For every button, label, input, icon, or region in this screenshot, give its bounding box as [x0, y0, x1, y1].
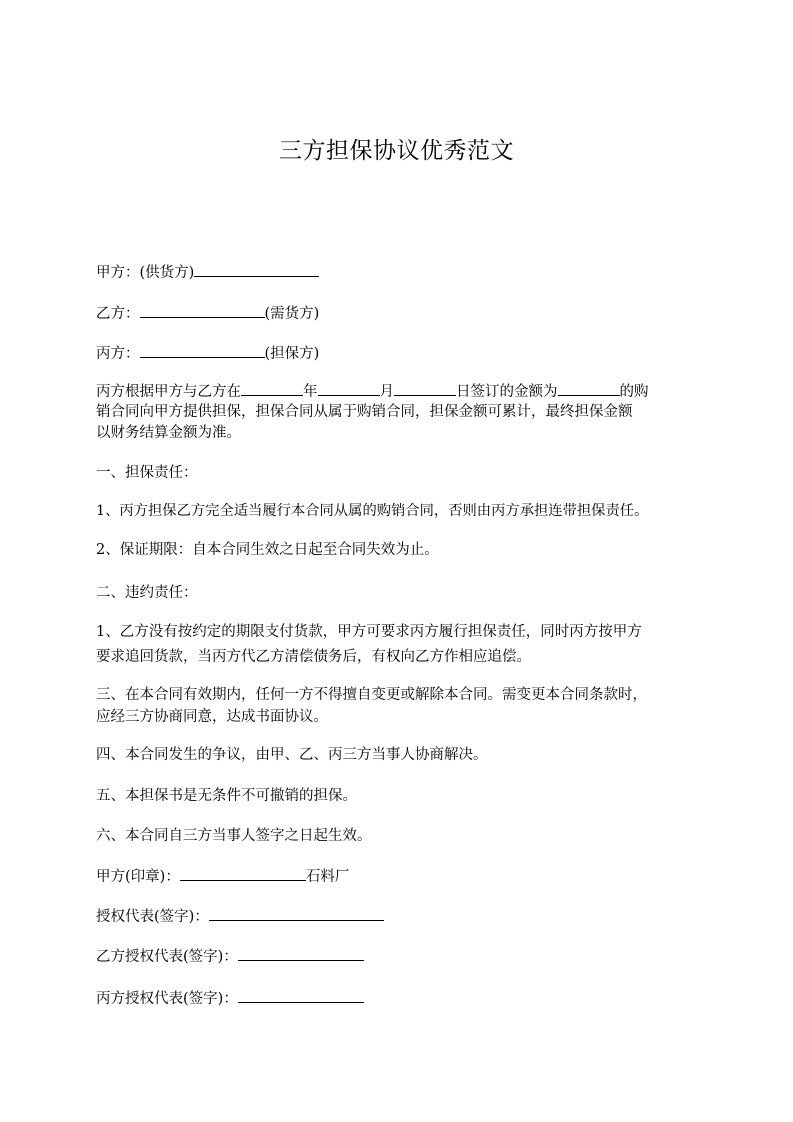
party-c-rep-line	[96, 988, 698, 1010]
section2-item1-line2: 要求追回货款，当丙方代乙方清偿债务后，有权向乙方作相应追偿。	[96, 649, 531, 665]
section4: 四、本合同发生的争议，由甲、乙、丙三方当事人协商解决。	[96, 747, 488, 763]
party-b-role: (需货方)	[264, 306, 320, 322]
party-a-blank	[194, 262, 319, 277]
intro-seg5: 的购	[619, 384, 649, 400]
intro-line-1	[96, 381, 698, 403]
party-c-line	[96, 343, 698, 365]
intro-seg4: 日签订的金额为	[456, 384, 558, 400]
party-a-seal-blank	[180, 866, 306, 881]
party-a-name: 石料厂	[305, 869, 350, 885]
document-title: 三方担保协议优秀范文	[279, 138, 514, 164]
section6: 六、本合同自三方当事人签字之日起生效。	[96, 828, 372, 844]
section1-heading: 一、担保责任：	[96, 465, 198, 481]
intro-line-3: 以财务结算金额为准。	[96, 425, 241, 441]
party-c-role: (担保方)	[264, 346, 320, 362]
party-c-rep-label: 丙方授权代表(签字)：	[96, 991, 238, 1007]
intro-seg1: 丙方根据甲方与乙方在	[96, 384, 241, 400]
authorized-rep-blank	[209, 906, 384, 921]
section5: 五、本担保书是无条件不可撤销的担保。	[96, 788, 357, 804]
intro-seg3: 月	[379, 384, 394, 400]
party-b-rep-label: 乙方授权代表(签字)：	[96, 949, 238, 965]
month-blank	[318, 381, 380, 396]
section2-heading: 二、违约责任：	[96, 585, 198, 601]
party-b-rep-line	[96, 946, 698, 968]
party-b-blank	[140, 303, 265, 318]
section1-item1: 1、丙方担保乙方完全适当履行本合同从属的购销合同，否则由丙方承担连带担保责任。	[96, 503, 649, 519]
party-a-seal-label: 甲方(印章)：	[96, 869, 180, 885]
authorized-rep-label: 授权代表(签字)：	[96, 909, 209, 925]
party-c-blank	[140, 343, 265, 358]
year-blank	[241, 381, 303, 396]
party-b-line	[96, 303, 698, 325]
section3-line1: 三、在本合同有效期内，任何一方不得擅自变更或解除本合同。需变更本合同条款时，	[96, 687, 647, 703]
intro-line-2: 销合同向甲方提供担保，担保合同从属于购销合同，担保金额可累计，最终担保金额	[96, 404, 633, 420]
intro-seg2: 年	[303, 384, 318, 400]
party-c-label: 丙方：	[96, 346, 140, 362]
amount-blank	[558, 381, 620, 396]
party-a-seal-line	[96, 866, 698, 888]
party-b-label: 乙方：	[96, 306, 140, 322]
authorized-rep-line	[96, 906, 698, 928]
party-c-rep-blank	[238, 988, 364, 1003]
party-b-rep-blank	[238, 946, 364, 961]
section3-line2: 应经三方协商同意，达成书面协议。	[96, 709, 328, 725]
party-a-label: 甲方：(供货方)	[96, 265, 195, 281]
section1-item2: 2、保证期限：自本合同生效之日起至合同失效为止。	[96, 542, 439, 558]
section2-item1-line1: 1、乙方没有按约定的期限支付货款，甲方可要求丙方履行担保责任，同时丙方按甲方	[96, 624, 642, 640]
day-blank	[394, 381, 456, 396]
party-a-line	[96, 262, 698, 284]
